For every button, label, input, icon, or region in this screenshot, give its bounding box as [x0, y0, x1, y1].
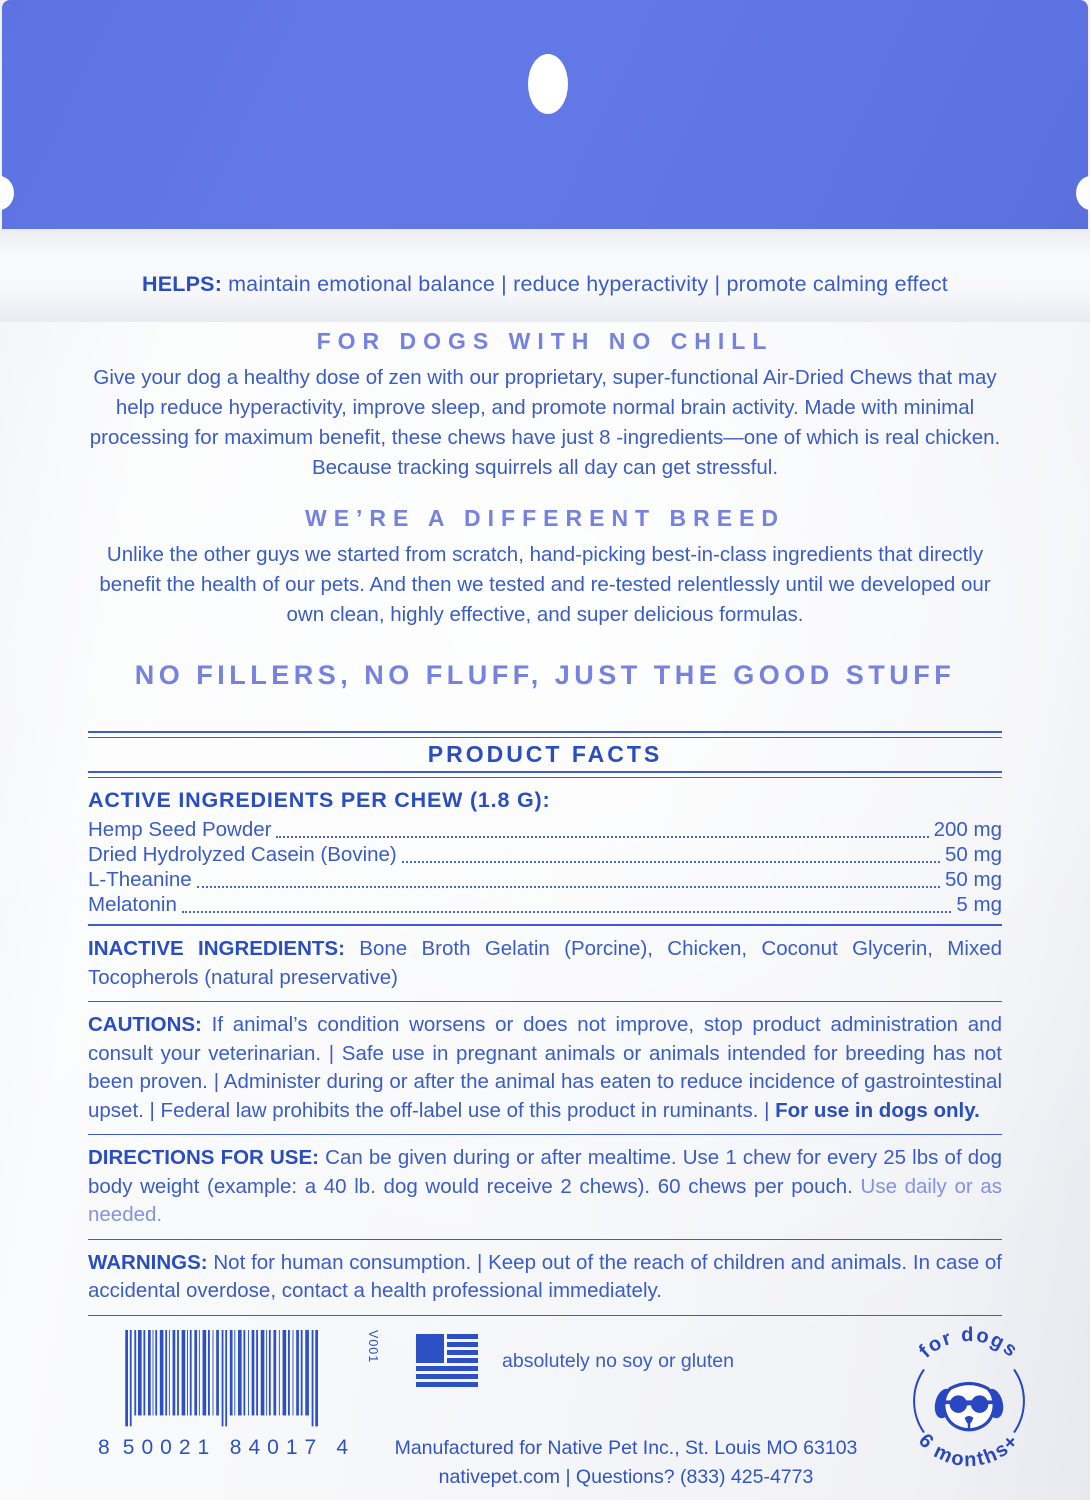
section1-heading: FOR DOGS WITH NO CHILL: [316, 328, 774, 354]
helps-strip: [0, 229, 1090, 322]
ingredient-name: Dried Hydrolyzed Casein (Bovine): [88, 843, 397, 866]
warnings-label: WARNINGS:: [88, 1250, 208, 1274]
footer: [60, 1326, 1044, 1492]
stamp-top-text: for dogs: [914, 1326, 1023, 1363]
dog-stamp: [894, 1326, 1044, 1476]
ingredient-row: [88, 867, 1002, 892]
label-content: [88, 322, 1002, 1316]
cautions-bold-suffix: For use in dogs only.: [775, 1098, 980, 1122]
package-top-seal: [2, 0, 1088, 229]
flag-caption: absolutely no soy or gluten: [502, 1349, 734, 1372]
ingredient-row: [88, 892, 1002, 917]
barcode-group-right: 84017: [229, 1436, 324, 1459]
ingredient-name: Melatonin: [88, 893, 177, 916]
helps-label: HELPS:: [142, 272, 223, 296]
ingredient-name: Hemp Seed Powder: [88, 818, 272, 841]
dog-sunglasses-icon: [932, 1384, 1006, 1430]
product-facts-title: PRODUCT FACTS: [427, 741, 663, 767]
footer-middle: [358, 1330, 894, 1492]
warnings-block: [88, 1240, 1002, 1315]
inactive-ingredients-label: INACTIVE INGREDIENTS:: [88, 937, 345, 960]
rule: [88, 1315, 1002, 1316]
svg-text:for dogs: [915, 1326, 1023, 1363]
section1-body: Give your dog a healthy dose of zen with our proprietary, super-functional Air-Dried Chews that may help reduce hyperactivity, improve sleep, and promote normal brain activity. Made with minimal processing for maximum benefit, these chews have just 8 -ingredients—one of which is real chicken. Because tracking squirrels all day can get stressful.: [89, 366, 1001, 479]
cautions-block: [88, 1002, 1002, 1134]
section2-heading: WE’RE A DIFFERENT BREED: [304, 505, 786, 531]
us-flag-icon: [416, 1334, 478, 1388]
contact-line: nativepet.com | Questions? (833) 425-4773: [438, 1466, 814, 1488]
warnings-text: Not for human consumption. | Keep out of the reach of children and animals. In case of accidental overdose, contact a health professional immediately.: [88, 1250, 1002, 1302]
directions-block: [88, 1135, 1002, 1239]
barcode-graphic: [98, 1330, 348, 1430]
flag-claim-row: [416, 1334, 734, 1388]
barcode-digit-right: 4: [336, 1436, 348, 1459]
barcode-block: [98, 1330, 380, 1460]
ingredient-row: [88, 817, 1002, 842]
inactive-ingredients-block: [88, 926, 1002, 1001]
helps-line: [142, 272, 948, 297]
helps-text: maintain emotional balance | reduce hyperactivity | promote calming effect: [228, 272, 948, 296]
hang-hole: [528, 54, 568, 114]
barcode-digit-left: 8: [98, 1436, 110, 1459]
age-stamp: [894, 1326, 1044, 1481]
dot-leader: [182, 911, 952, 913]
ingredient-name: L-Theanine: [88, 868, 192, 891]
svg-text:6 months+: [914, 1430, 1024, 1472]
directions-text: Can be given during or after mealtime. Use 1 chew for every 25 lbs of dog body weight (example: a 40 lb. dog would receive 2 chews). 60 chews per pouch.: [88, 1146, 1002, 1198]
barcode-group-left: 50021: [122, 1436, 217, 1459]
product-facts-panel: [88, 731, 1002, 1316]
inactive-ingredients-text: Bone Broth Gelatin (Porcine), Chicken, Coconut Glycerin, Mixed Tocopherols (natural preservative): [88, 937, 1002, 989]
ingredient-row: [88, 842, 1002, 867]
cautions-label: CAUTIONS:: [88, 1013, 202, 1036]
rule-top: [88, 731, 1002, 738]
barcode-side-code: V001: [366, 1330, 380, 1364]
dot-leader: [197, 886, 940, 888]
section2-body: Unlike the other guys we started from scratch, hand-picking best-in-class ingredients that directly benefit the health of our pets. And then we tested and re-tested relentlessly until we developed our own clean, highly effective, and super delicious formulas.: [99, 543, 991, 626]
ingredient-amount: 50 mg: [945, 868, 1002, 891]
ingredient-amount: 200 mg: [933, 818, 1002, 841]
cautions-text: If animal’s condition worsens or does not improve, stop product administration and consult your veterinarian. | Safe use in pregnant animals or animals intended for breeding has not been proven. | Administer during or after the animal has eaten to reduce incidence of gastrointestinal upset. | Federal law prohibits the off-label use of this product in ruminants. |: [88, 1013, 1002, 1122]
ingredient-amount: 50 mg: [945, 843, 1002, 866]
stamp-bottom-text: 6 months+: [914, 1429, 1024, 1472]
ingredient-amount: 5 mg: [956, 893, 1002, 916]
barcode-digits: [98, 1436, 348, 1460]
active-ingredients-heading: ACTIVE INGREDIENTS PER CHEW (1.8 G):: [88, 788, 551, 812]
directions-label: DIRECTIONS FOR USE:: [88, 1146, 319, 1169]
manufactured-line: Manufactured for Native Pet Inc., St. Louis MO 63103: [394, 1437, 858, 1459]
dot-leader: [276, 836, 928, 838]
rule-under-title: [88, 771, 1002, 778]
tagline: NO FILLERS, NO FLUFF, JUST THE GOOD STUFF: [134, 660, 956, 690]
dot-leader: [402, 861, 940, 863]
directions-light-suffix: Use daily or as needed.: [88, 1174, 1003, 1226]
